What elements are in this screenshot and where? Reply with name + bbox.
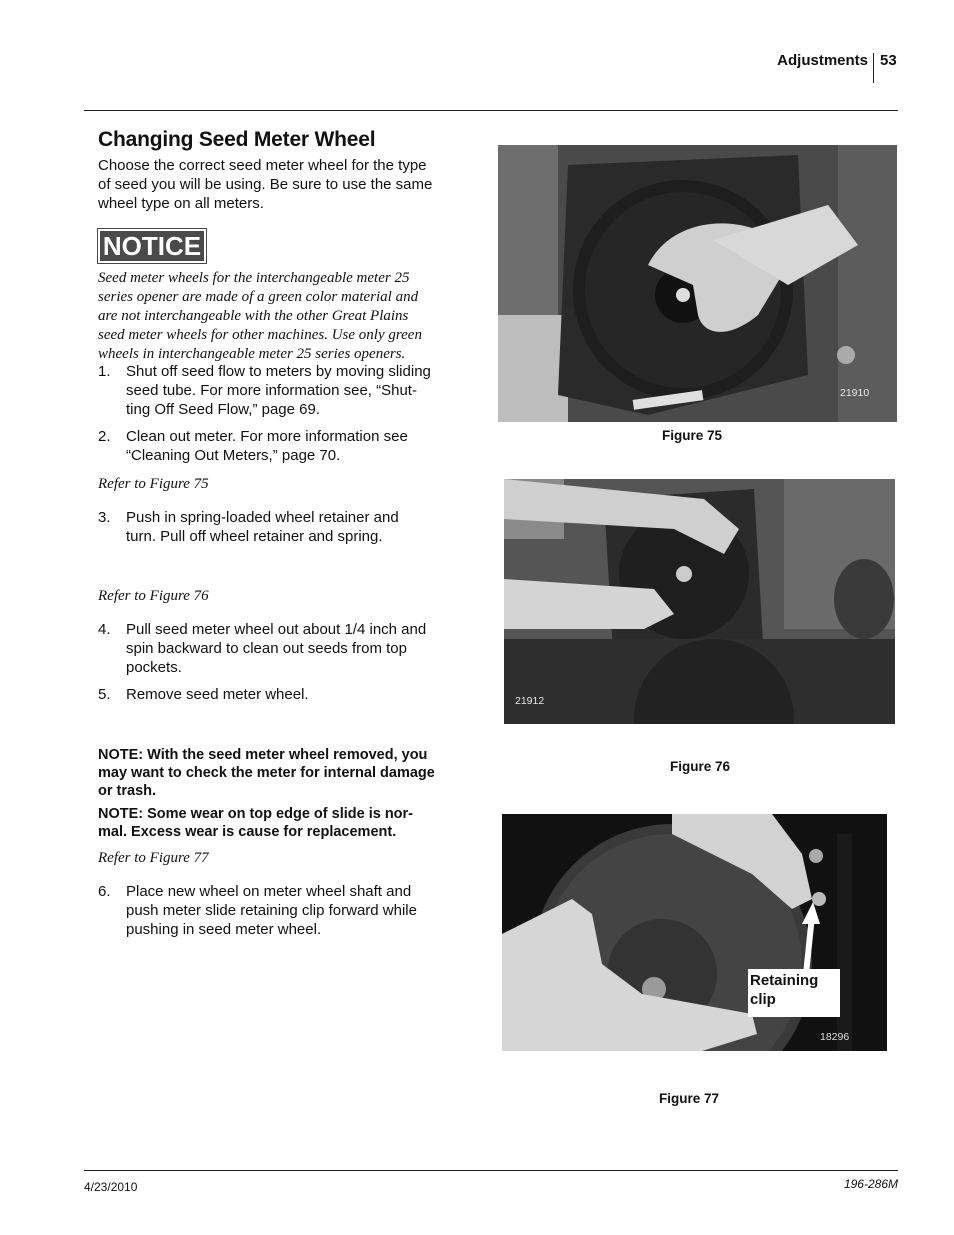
figure-76-caption: Figure 76 — [670, 759, 731, 774]
step-5 — [98, 685, 438, 704]
figure-75-caption: Figure 75 — [662, 428, 723, 443]
figure-code: 21910 — [840, 387, 870, 399]
step-text: Pull seed meter wheel out about 1/4 inch and spin backward to clean out seeds from top pockets. — [126, 621, 427, 676]
figure-77-caption: Figure 77 — [659, 1091, 720, 1106]
step-number: 6. — [98, 883, 111, 900]
step-2 — [98, 427, 428, 465]
figure-reference: Refer to Figure 77 — [98, 850, 209, 866]
figure-75-photo — [498, 145, 897, 422]
step-number: 2. — [98, 428, 111, 445]
step-text: Shut off seed flow to meters by moving sliding seed tube. For more information see, “Shut-ting Off Seed Flow,” page 69. — [126, 363, 431, 418]
section-title: Changing Seed Meter Wheel — [98, 128, 376, 151]
seed-meter-hand-illustration — [498, 145, 897, 422]
figure-code: 18296 — [820, 1031, 850, 1043]
footer-rule — [84, 1170, 898, 1171]
retaining-clip-callout: Retaining clip — [748, 969, 840, 1017]
page-number: 53 — [880, 52, 897, 69]
step-4 — [98, 620, 438, 677]
figure-reference: Refer to Figure 76 — [98, 588, 209, 604]
footer-doc-number: 196-286M — [843, 1177, 898, 1191]
step-text: Clean out meter. For more information see “Cleaning Out Meters,” page 70. — [126, 428, 408, 464]
header-divider — [873, 53, 874, 83]
step-text: Push in spring-loaded wheel retainer and turn. Pull off wheel retainer and spring. — [126, 509, 399, 545]
meter-wheel-removal-illustration — [504, 459, 895, 724]
step-3 — [98, 508, 428, 546]
notice-text: Seed meter wheels for the interchangeable meter 25 series opener are made of a green color material and are not interchangeable with the other Great Plains seed meter wheels for other machines. Use only green wheels in interchangeable meter 25 series openers. — [98, 270, 422, 362]
step-number: 3. — [98, 509, 111, 526]
step-number: 4. — [98, 621, 111, 638]
figure-76-photo — [504, 459, 895, 724]
step-6 — [98, 882, 433, 939]
figure-code: 21912 — [515, 695, 545, 707]
step-text: Remove seed meter wheel. — [126, 686, 309, 703]
footer-date: 4/23/2010 — [84, 1180, 138, 1194]
notice-badge: NOTICE — [98, 229, 206, 263]
figure-reference: Refer to Figure 75 — [98, 476, 209, 492]
running-header-section: Adjustments — [777, 52, 868, 69]
header-rule — [84, 110, 898, 111]
intro-paragraph: Choose the correct seed meter wheel for the type of seed you will be using. Be sure to use the same wheel type on all meters. — [98, 157, 433, 212]
step-number: 5. — [98, 686, 111, 703]
step-text: Place new wheel on meter wheel shaft and push meter slide retaining clip forward while pushing in seed meter wheel. — [126, 883, 417, 938]
note-slide-wear: NOTE: Some wear on top edge of slide is nor-mal. Excess wear is cause for replacement. — [98, 806, 414, 840]
note-internal-damage: NOTE: With the seed meter wheel removed, you may want to check the meter for internal damage or trash. — [98, 747, 435, 799]
step-number: 1. — [98, 363, 111, 380]
step-1 — [98, 362, 438, 419]
